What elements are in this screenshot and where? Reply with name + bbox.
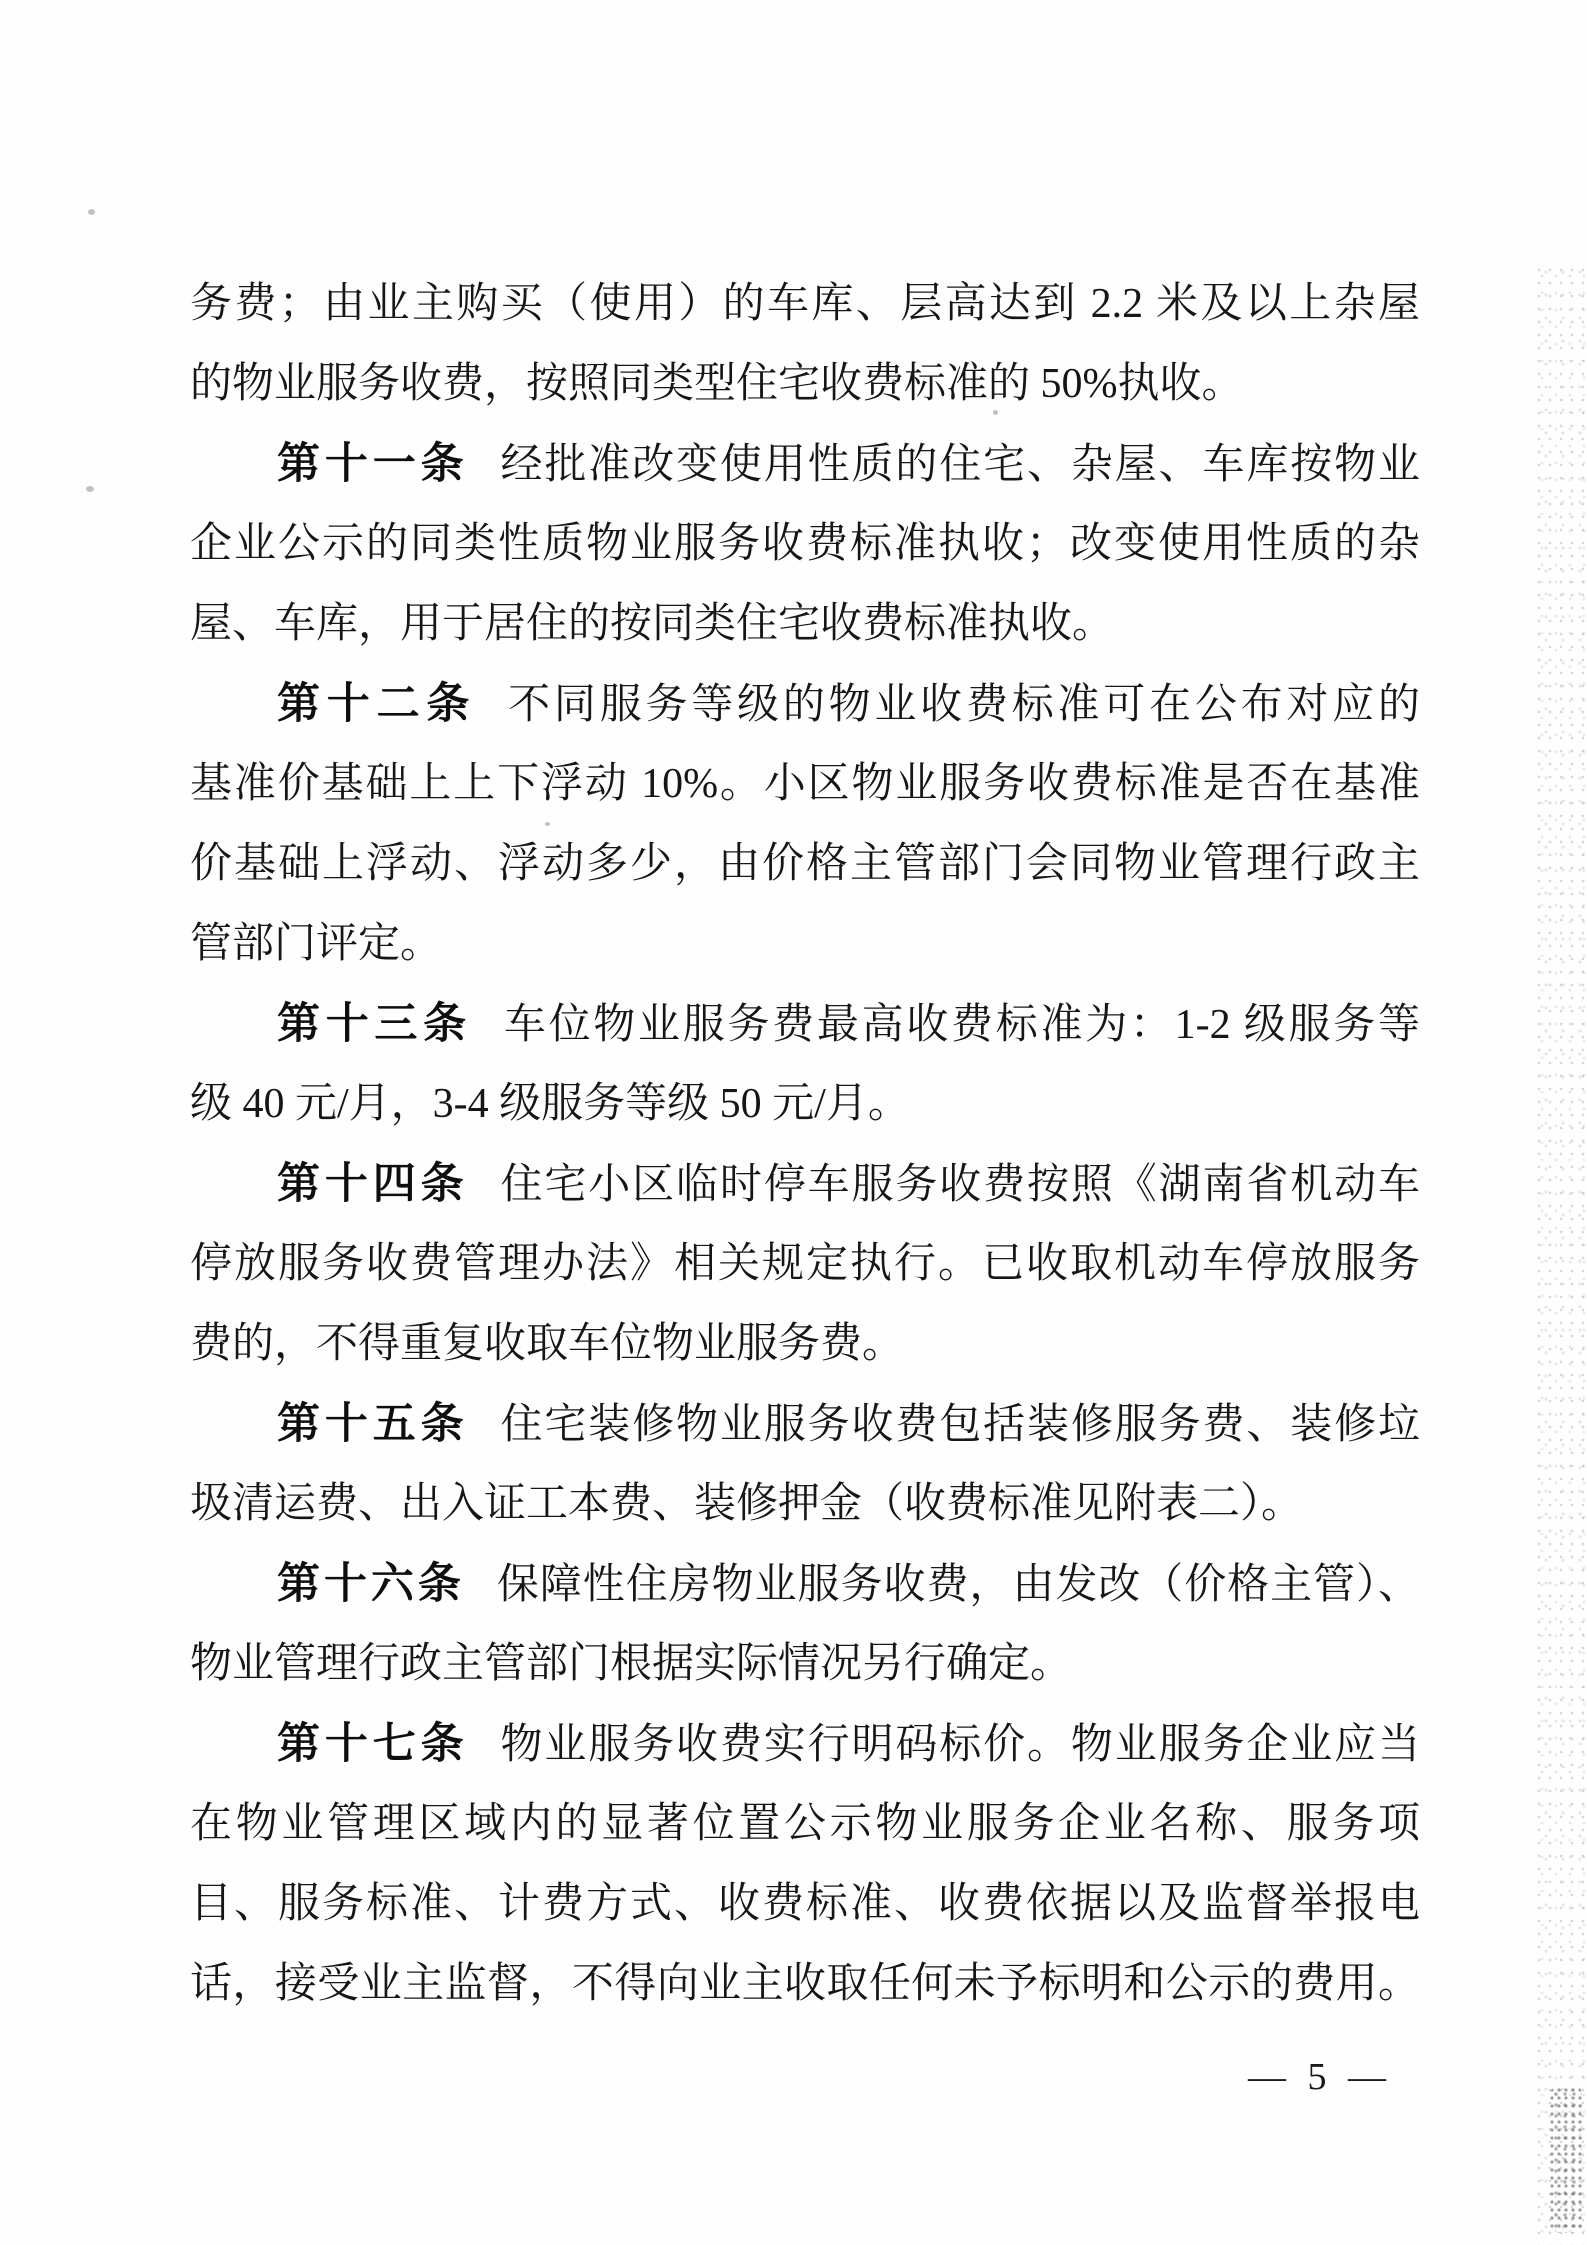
article-number: 第十二条 bbox=[277, 680, 477, 728]
line-text: 物业服务收费实行明码标价。物业服务企业应当 bbox=[500, 1722, 1420, 1768]
text-line bbox=[190, 1144, 1420, 1224]
text-line bbox=[190, 984, 1420, 1064]
line-text: 停放服务收费管理办法》相关规定执行。已收取机动车停放服务 bbox=[190, 1241, 1420, 1287]
text-line bbox=[190, 344, 1420, 424]
line-text: 经批准改变使用性质的住宅、杂屋、车库按物业 bbox=[500, 442, 1420, 488]
text-line bbox=[190, 1384, 1420, 1464]
line-text: 务费；由业主购买（使用）的车库、层高达到 2.2 米及以上杂屋 bbox=[190, 281, 1420, 327]
article-number: 第十六条 bbox=[277, 1560, 465, 1608]
article-number: 第十四条 bbox=[277, 1160, 469, 1208]
text-line bbox=[190, 584, 1420, 664]
line-text: 基准价基础上上下浮动 10%。小区物业服务收费标准是否在基准 bbox=[190, 761, 1420, 807]
line-text: 住宅小区临时停车服务收费按照《湖南省机动车 bbox=[500, 1162, 1420, 1208]
line-text: 住宅装修物业服务收费包括装修服务费、装修垃 bbox=[500, 1402, 1420, 1448]
line-text: 圾清运费、出入证工本费、装修押金（收费标准见附表二）。 bbox=[190, 1481, 1304, 1527]
line-text: 企业公示的同类性质物业服务收费标准执收；改变使用性质的杂 bbox=[190, 521, 1420, 567]
text-line bbox=[190, 1224, 1420, 1304]
text-line bbox=[190, 1864, 1420, 1944]
line-text: 在物业管理区域内的显著位置公示物业服务企业名称、服务项 bbox=[190, 1801, 1420, 1847]
scan-noise-corner bbox=[1550, 2088, 1582, 2233]
line-text: 车位物业服务费最高收费标准为：1-2 级服务等 bbox=[503, 1002, 1420, 1048]
article-number: 第十七条 bbox=[277, 1720, 469, 1768]
page-number: — 5 — bbox=[1248, 2056, 1392, 2098]
line-text: 价基础上浮动、浮动多少，由价格主管部门会同物业管理行政主 bbox=[190, 841, 1420, 887]
text-line bbox=[190, 824, 1420, 904]
scan-speck bbox=[86, 486, 94, 492]
line-text: 物业管理行政主管部门根据实际情况另行确定。 bbox=[190, 1641, 1073, 1687]
line-text: 级 40 元/月，3-4 级服务等级 50 元/月。 bbox=[190, 1081, 910, 1127]
document-body bbox=[190, 264, 1420, 2024]
line-text: 不同服务等级的物业收费标准可在公布对应的 bbox=[508, 682, 1420, 728]
line-text: 屋、车库，用于居住的按同类住宅收费标准执收。 bbox=[190, 601, 1115, 647]
text-line bbox=[190, 664, 1420, 744]
text-line bbox=[190, 264, 1420, 344]
scan-noise-band bbox=[1537, 268, 1587, 2245]
text-line bbox=[190, 1464, 1420, 1544]
text-line bbox=[190, 424, 1420, 504]
line-text: 话，接受业主监督，不得向业主收取任何未予标明和公示的费用。 bbox=[190, 1961, 1420, 2007]
text-line bbox=[190, 1944, 1420, 2024]
text-line bbox=[190, 1064, 1420, 1144]
article-number: 第十五条 bbox=[277, 1400, 469, 1448]
line-text: 目、服务标准、计费方式、收费标准、收费依据以及监督举报电 bbox=[190, 1881, 1420, 1927]
text-line bbox=[190, 1304, 1420, 1384]
scan-speck bbox=[88, 209, 95, 215]
article-number: 第十三条 bbox=[277, 1000, 472, 1048]
text-line bbox=[190, 1544, 1420, 1624]
text-line bbox=[190, 744, 1420, 824]
article-number: 第十一条 bbox=[277, 440, 469, 488]
line-text: 管部门评定。 bbox=[190, 921, 443, 967]
text-line bbox=[190, 504, 1420, 584]
line-text: 保障性住房物业服务收费，由发改（价格主管）、 bbox=[496, 1562, 1420, 1608]
line-text: 费的，不得重复收取车位物业服务费。 bbox=[190, 1321, 905, 1367]
text-line bbox=[190, 1784, 1420, 1864]
text-line bbox=[190, 904, 1420, 984]
text-line bbox=[190, 1624, 1420, 1704]
text-line bbox=[190, 1704, 1420, 1784]
line-text: 的物业服务收费，按照同类型住宅收费标准的 50%执收。 bbox=[190, 361, 1244, 407]
